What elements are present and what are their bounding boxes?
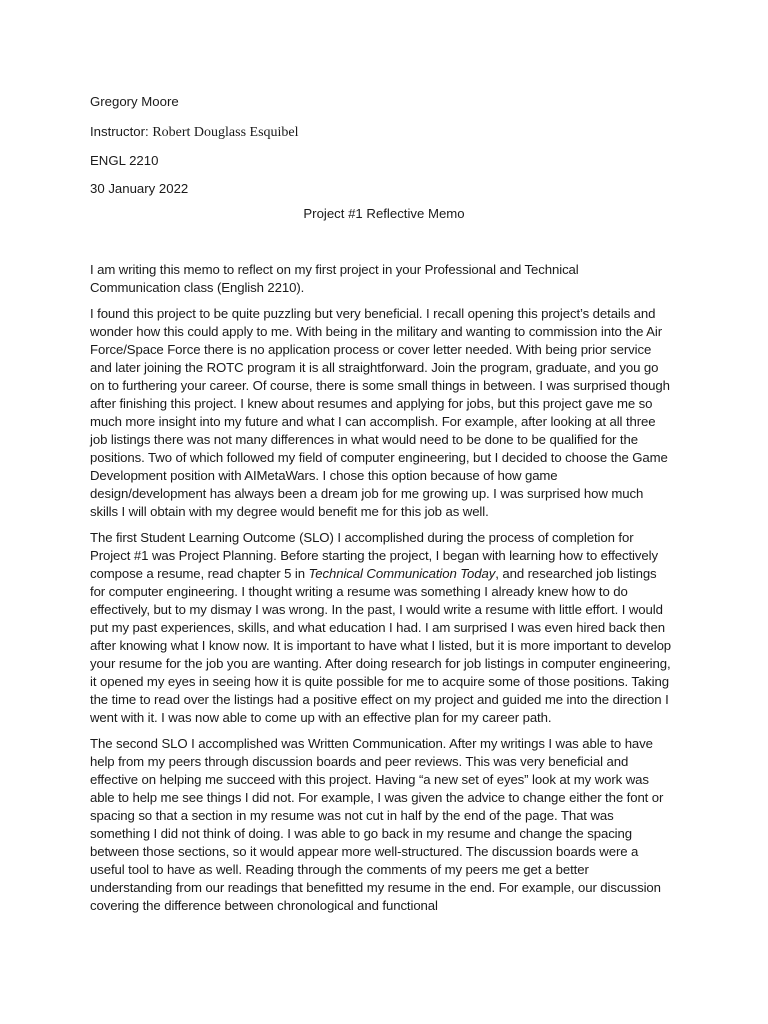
memo-body xyxy=(90,261,672,923)
paragraph-slo-planning-text-2: , and researched job listings for computer engineering. I thought writing a resume was something I already knew how to do effectively, but to my dismay I was wrong. In the past, I would write a resume with little effort. I would put my past experiences, skills, and what education I had. I am surprised I was even hired back then after knowing what I know now. It is important to have what I listed, but it is more important to develop your resume for the job you are wanting. After doing research for job listings in computer engineering, it opened my eyes in seeing how it is quite possible for me to acquire some of those positions. Taking the time to read over the listings had a positive effect on my project and guided me into the direction I went with it. I was now able to come up with an effective plan for my career path. xyxy=(90,566,672,725)
paragraph-slo-planning xyxy=(90,529,672,727)
paragraph-intro: I am writing this memo to reflect on my first project in your Professional and Technical Communication class (English 2210). xyxy=(90,262,579,295)
document-title: Project #1 Reflective Memo xyxy=(303,206,465,221)
author-name: Gregory Moore xyxy=(90,94,179,109)
paragraph-slo-planning-text-1: The first Student Learning Outcome (SLO) I accomplished during the process of completion for Project #1 was Project Planning. Before starting the project, I began with learning how to effectively compose a resume, read chapter 5 in xyxy=(90,530,658,581)
memo-date: 30 January 2022 xyxy=(90,181,189,196)
instructor-name: Robert Douglass Esquibel xyxy=(152,125,299,140)
instructor-label: Instructor: xyxy=(90,124,149,139)
paragraph-reflection: I found this project to be quite puzzling but very beneficial. I recall opening this project’s details and wonder how this could apply to me. With being in the military and wanting to commission into the Air Force/Space Force there is no application process or cover letter needed. With being prior service and later joining the ROTC program it is all straightforward. Join the program, graduate, and you go on to furthering your career. Of course, there is some small things in between. I was surprised though after finishing this project. I knew about resumes and applying for jobs, but this project gave me so much more insight into my future and what I can accomplish. For example, after looking at all three job listings there was not many differences in what would need to be done to be qualified for the positions. Two of which followed my field of computer engineering, but I decided to choose the Game Development position with AIMetaWars. I chose this option because of how game design/development has always been a dream job for me growing up. I was surprised how much skills I will obtain with my degree would benefit me for this job as well. xyxy=(90,306,670,519)
instructor-line xyxy=(90,123,299,142)
course-code: ENGL 2210 xyxy=(90,153,159,168)
book-title: Technical Communication Today xyxy=(308,566,496,581)
paragraph-slo-written: The second SLO I accomplished was Written Communication. After my writings I was able to have help from my peers through discussion boards and peer reviews. This was very beneficial and effective on helping me succeed with this project. Having “a new set of eyes” look at my work was able to help me see things I did not. For example, I was given the advice to change either the font or spacing so that a section in my resume was not cut in half by the end of the page. That was something I did not think of doing. I was able to go back in my resume and change the spacing between those sections, so it would appear more well-structured. The discussion boards were a useful tool to have as well. Reading through the comments of my peers me get a better understanding from our readings that benefitted my resume in the end. For example, our discussion covering the difference between chronological and functional xyxy=(90,736,664,913)
